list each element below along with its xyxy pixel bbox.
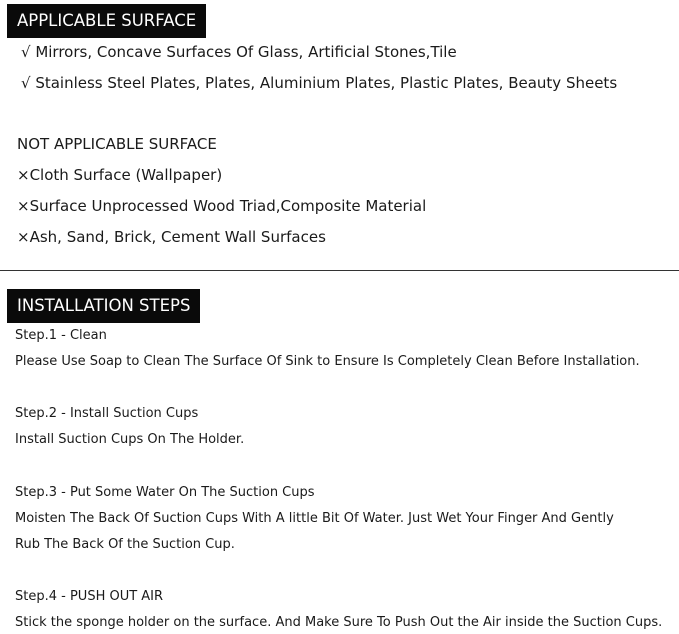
not-applicable-item: ×Ash, Sand, Brick, Cement Wall Surfaces [17, 228, 326, 246]
applicable-item: √ Mirrors, Concave Surfaces Of Glass, Artificial Stones,Tile [21, 43, 457, 61]
step-heading: Step.4 - PUSH OUT AIR [15, 589, 164, 604]
step-text: Install Suction Cups On The Holder. [15, 432, 245, 447]
not-applicable-item: ×Cloth Surface (Wallpaper) [17, 166, 223, 184]
step-text: Rub The Back Of the Suction Cup. [15, 537, 235, 552]
applicable-surface-banner: APPLICABLE SURFACE [7, 4, 206, 38]
installation-steps-banner: INSTALLATION STEPS [7, 289, 200, 323]
step-text: Moisten The Back Of Suction Cups With A little Bit Of Water. Just Wet Your Finger And Gently [15, 511, 614, 526]
step-heading: Step.1 - Clean [15, 328, 107, 343]
applicable-item: √ Stainless Steel Plates, Plates, Aluminium Plates, Plastic Plates, Beauty Sheets [21, 74, 618, 92]
step-text: Please Use Soap to Clean The Surface Of Sink to Ensure Is Completely Clean Before Installation. [15, 354, 640, 369]
not-applicable-heading: NOT APPLICABLE SURFACE [17, 135, 217, 153]
not-applicable-item: ×Surface Unprocessed Wood Triad,Composite Material [17, 197, 427, 215]
step-text: Stick the sponge holder on the surface. And Make Sure To Push Out the Air inside the Suction Cups. [15, 615, 663, 630]
step-heading: Step.2 - Install Suction Cups [15, 406, 199, 421]
step-heading: Step.3 - Put Some Water On The Suction Cups [15, 485, 315, 500]
section-divider [0, 270, 679, 271]
